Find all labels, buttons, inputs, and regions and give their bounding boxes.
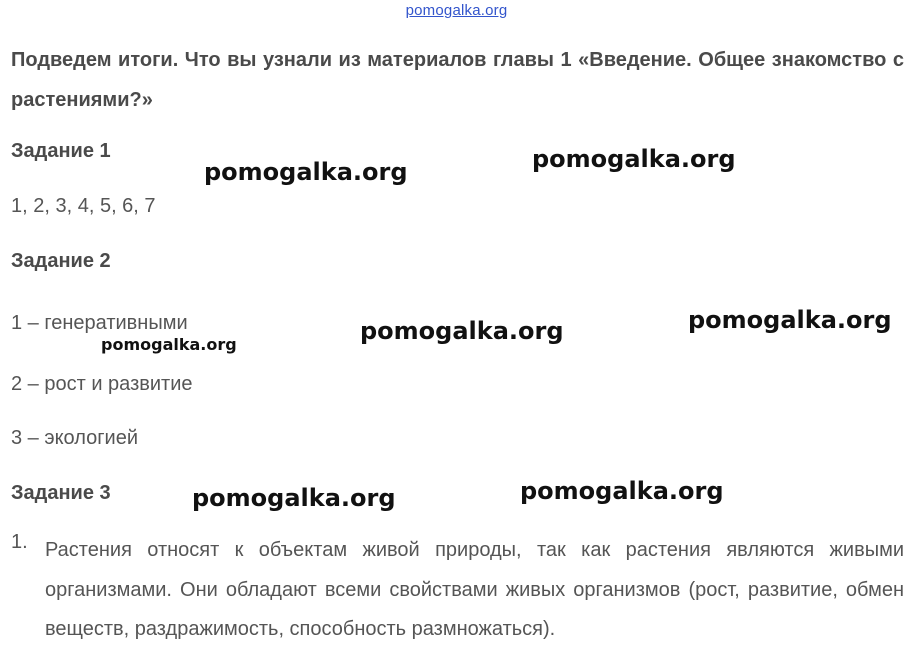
task-2-line-3: 3 – экологией: [11, 427, 139, 449]
watermark-3: pomogalka.org: [360, 317, 564, 345]
task-2-line-2: 2 – рост и развитие: [11, 373, 193, 395]
task-3-item-1-number: 1.: [11, 531, 28, 553]
watermark-2: pomogalka.org: [532, 145, 736, 173]
watermark-7: pomogalka.org: [520, 477, 724, 505]
watermark-1: pomogalka.org: [204, 158, 408, 186]
site-header-link[interactable]: pomogalka.org: [405, 2, 508, 19]
task-3-heading: Задание 3: [11, 482, 111, 504]
task-3-item-1-text: Растения относят к объектам живой природы, так как растения являются живыми организмами. Они обладают всеми свойствами живых организмов (рост, развитие, обмен веществ, раздражимость, способность размножаться).: [45, 539, 904, 640]
task-2-heading: Задание 2: [11, 250, 111, 272]
watermark-5: pomogalka.org: [101, 335, 237, 354]
intro-heading: Подведем итоги. Что вы узнали из материалов главы 1 «Введение. Общее знакомство с растениями?»: [11, 49, 904, 111]
watermark-4: pomogalka.org: [688, 306, 892, 334]
task-1-answer: 1, 2, 3, 4, 5, 6, 7: [11, 195, 156, 217]
task-1-heading: Задание 1: [11, 140, 111, 162]
task-2-line-1: 1 – генеративными: [11, 312, 188, 334]
watermark-6: pomogalka.org: [192, 484, 396, 512]
